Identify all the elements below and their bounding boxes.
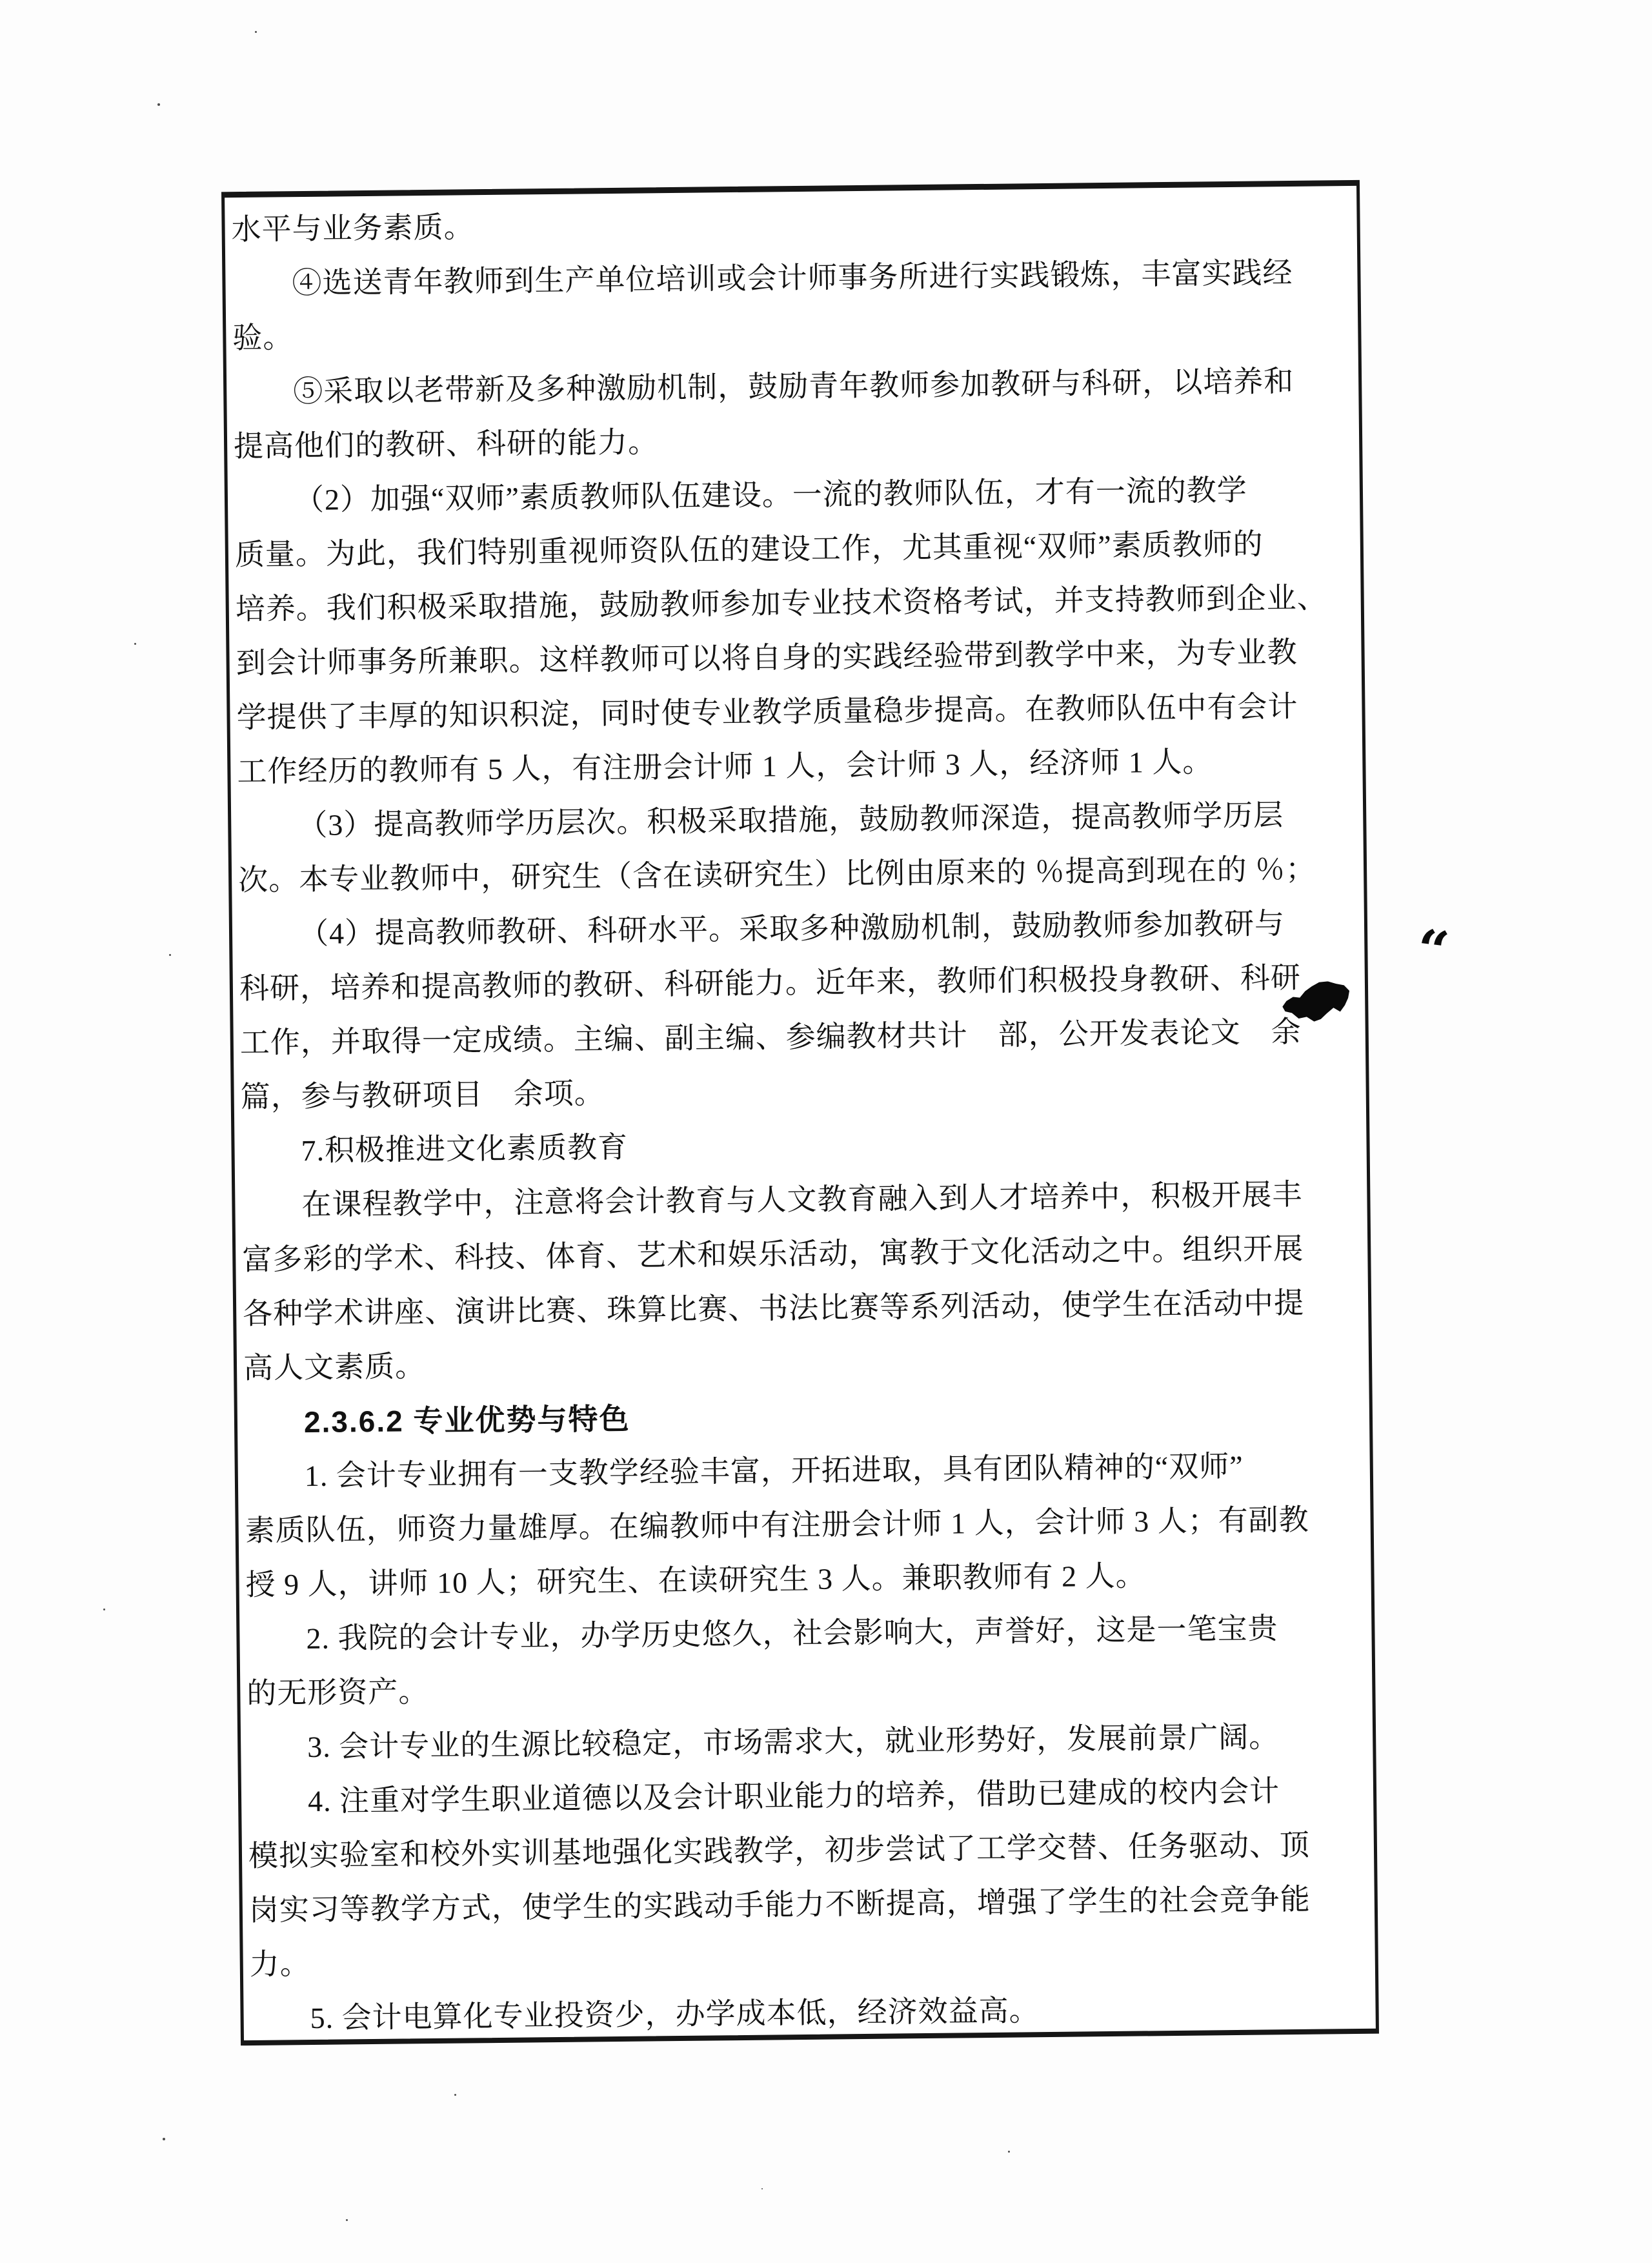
- text-line: 到会计师事务所兼职。这样教师可以将自身的实践经验带到教学中来，为专业教: [236, 635, 1298, 680]
- text-line: （2）加强“双师”素质教师队伍建设。一流的教师队伍，才有一流的教学: [294, 473, 1248, 517]
- text-line: 5. 会计电算化专业投资少，办学成本低，经济效益高。: [310, 1994, 1040, 2035]
- text-line: 素质队伍，师资力量雄厚。在编教师中有注册会计师 1 人，会计师 3 人；有副教: [245, 1503, 1309, 1548]
- text-line: 1. 会计专业拥有一支教学经验丰富，开拓进取，具有团队精神的“双师”: [304, 1449, 1244, 1493]
- text-line: 授 9 人，讲师 10 人；研究生、在读研究生 3 人。兼职教师有 2 人。: [245, 1559, 1146, 1602]
- text-line: 科研，培养和提高教师的教研、科研能力。近年来，教师们积极投身教研、科研: [239, 960, 1302, 1006]
- scan-speck: [454, 2094, 456, 2096]
- scan-speck: [1008, 2151, 1010, 2153]
- text-line: 次。本专业教师中，研究生（含在读研究生）比例由原来的 ％提高到现在的 ％；: [237, 852, 1316, 897]
- scan-speck: [103, 1608, 105, 1610]
- text-line: 学提供了丰厚的知识积淀，同时使专业教学质量稳步提高。在教师队伍中有会计: [236, 689, 1298, 735]
- text-line: 水平与业务素质。: [231, 210, 474, 247]
- text-line: 力。: [249, 1947, 311, 1982]
- text-line: 2.3.6.2 专业优势与特色: [303, 1401, 630, 1439]
- document-table-cell: [221, 180, 1379, 2045]
- text-line: 富多彩的学术、科技、体育、艺术和娱乐活动，寓教于文化活动之中。组织开展: [242, 1232, 1304, 1277]
- text-line: （4）提高教师教研、科研水平。采取多种激励机制，鼓励教师参加教研与: [298, 907, 1285, 951]
- text-line: 各种学术讲座、演讲比赛、珠算比赛、书法比赛等系列活动，使学生在活动中提: [242, 1286, 1305, 1331]
- text-line: 2. 我院的会计专业，办学历史悠久，社会影响大，声誉好，这是一笔宝贵: [306, 1612, 1278, 1656]
- text-line: （3）提高教师学历层次。积极采取措施，鼓励教师深造，提高教师学历层: [297, 798, 1284, 842]
- text-line: 3. 会计专业的生源比较稳定，市场需求大，就业形势好，发展前景广阔。: [307, 1720, 1280, 1764]
- text-line: 提高他们的教研、科研的能力。: [233, 425, 659, 463]
- text-line: 7.积极推进文化素质教育: [301, 1130, 629, 1168]
- scan-speck: [163, 2138, 165, 2140]
- text-line: 工作经历的教师有 5 人，有注册会计师 1 人，会计师 3 人，经济师 1 人。: [237, 745, 1213, 789]
- text-line: 在课程教学中，注意将会计教育与人文教育融入到人才培养中，积极开展丰: [301, 1177, 1303, 1222]
- text-line: 验。: [232, 321, 294, 355]
- scan-speck: [761, 2188, 763, 2189]
- text-line: 4. 注重对学生职业道德以及会计职业能力的培养，借助已建成的校内会计: [307, 1774, 1280, 1818]
- scan-speck: [157, 103, 160, 106]
- scan-speck: [169, 954, 171, 956]
- handwritten-mark: ʻʻ: [1413, 917, 1446, 983]
- text-block: [231, 191, 1375, 2046]
- text-line: 岗实习等教学方式，使学生的实践动手能力不断提高，增强了学生的社会竞争能: [248, 1882, 1311, 1927]
- text-line: 质量。为此，我们特别重视师资队伍的建设工作，尤其重视“双师”素质教师的: [234, 527, 1264, 572]
- text-line: 工作，并取得一定成绩。主编、副主编、参编教材共计 部，公开发表论文 余: [239, 1015, 1302, 1060]
- text-line: 模拟实验室和校外实训基地强化实践教学，初步尝试了工学交替、任务驱动、顶: [248, 1828, 1311, 1873]
- text-line: ④选送青年教师到生产单位培训或会计师事务所进行实践锻炼，丰富实践经: [292, 256, 1293, 300]
- text-line: 篇，参与教研项目 余项。: [240, 1077, 605, 1114]
- scan-speck: [255, 31, 257, 33]
- text-line: 培养。我们积极采取措施，鼓励教师参加专业技术资格考试，并支持教师到企业、: [235, 581, 1327, 626]
- text-line: ⑤采取以老带新及多种激励机制，鼓励青年教师参加教研与科研，以培养和: [292, 364, 1294, 409]
- scan-speck: [346, 2219, 348, 2221]
- text-line: 的无形资产。: [247, 1675, 429, 1710]
- scan-speck: [134, 643, 136, 645]
- text-line: 高人文素质。: [243, 1350, 426, 1385]
